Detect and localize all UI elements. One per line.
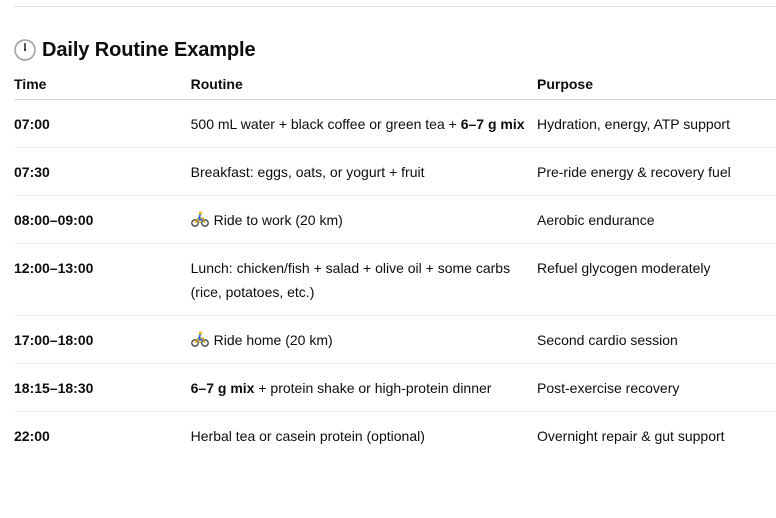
routine-cell	[191, 196, 537, 244]
table-row	[14, 196, 776, 244]
routine-bold-text: 6–7 g mix	[190, 380, 255, 396]
time-cell: 08:00–09:00	[14, 196, 191, 244]
routine-text: Ride home (20 km)	[213, 332, 333, 348]
routine-cell	[191, 100, 537, 148]
purpose-cell: Post-exercise recovery	[537, 364, 776, 412]
routine-text: + protein shake or high-protein dinner	[254, 380, 492, 396]
table-row	[14, 412, 776, 460]
purpose-cell: Overnight repair & gut support	[536, 428, 725, 444]
section-heading	[14, 36, 256, 64]
table-row	[14, 316, 776, 364]
time-cell: 07:00	[14, 100, 191, 148]
purpose-cell: Refuel glycogen moderately	[537, 244, 776, 316]
time-cell: 22:00	[14, 428, 50, 444]
routine-text: 500 mL water + black coffee or green tea +	[190, 116, 461, 132]
column-header-time: Time	[14, 72, 191, 100]
purpose-cell: Second cardio session	[537, 316, 776, 364]
routine-cell: Lunch: chicken/fish + salad + olive oil + some carbs (rice, potatoes, etc.)	[191, 244, 537, 316]
bicycle-rider-icon	[191, 330, 209, 346]
table-row	[14, 244, 776, 316]
table-header-row	[14, 72, 776, 100]
routine-cell: Herbal tea or casein protein (optional)	[190, 428, 425, 444]
purpose-cell: Pre-ride energy & recovery fuel	[537, 148, 776, 196]
routine-cell: Breakfast: eggs, oats, or yogurt + fruit	[191, 148, 537, 196]
time-cell: 12:00–13:00	[14, 244, 191, 316]
table-row	[14, 148, 776, 196]
time-cell: 17:00–18:00	[14, 316, 191, 364]
time-cell: 18:15–18:30	[14, 364, 191, 412]
column-header-routine: Routine	[191, 72, 537, 100]
routine-bold-text: 6–7 g mix	[460, 116, 525, 132]
routine-text: Ride to work (20 km)	[213, 212, 343, 228]
top-divider	[14, 6, 776, 7]
table-row	[14, 364, 776, 412]
bicycle-rider-icon	[191, 210, 209, 226]
purpose-cell: Aerobic endurance	[537, 196, 776, 244]
table-row	[14, 100, 776, 148]
routine-cell	[191, 316, 537, 364]
routine-cell	[191, 364, 537, 412]
section-title: Daily Routine Example	[42, 38, 256, 61]
routine-table	[14, 72, 776, 459]
purpose-cell: Hydration, energy, ATP support	[537, 100, 776, 148]
clock-icon	[14, 39, 36, 61]
time-cell: 07:30	[14, 148, 191, 196]
column-header-purpose: Purpose	[537, 72, 776, 100]
